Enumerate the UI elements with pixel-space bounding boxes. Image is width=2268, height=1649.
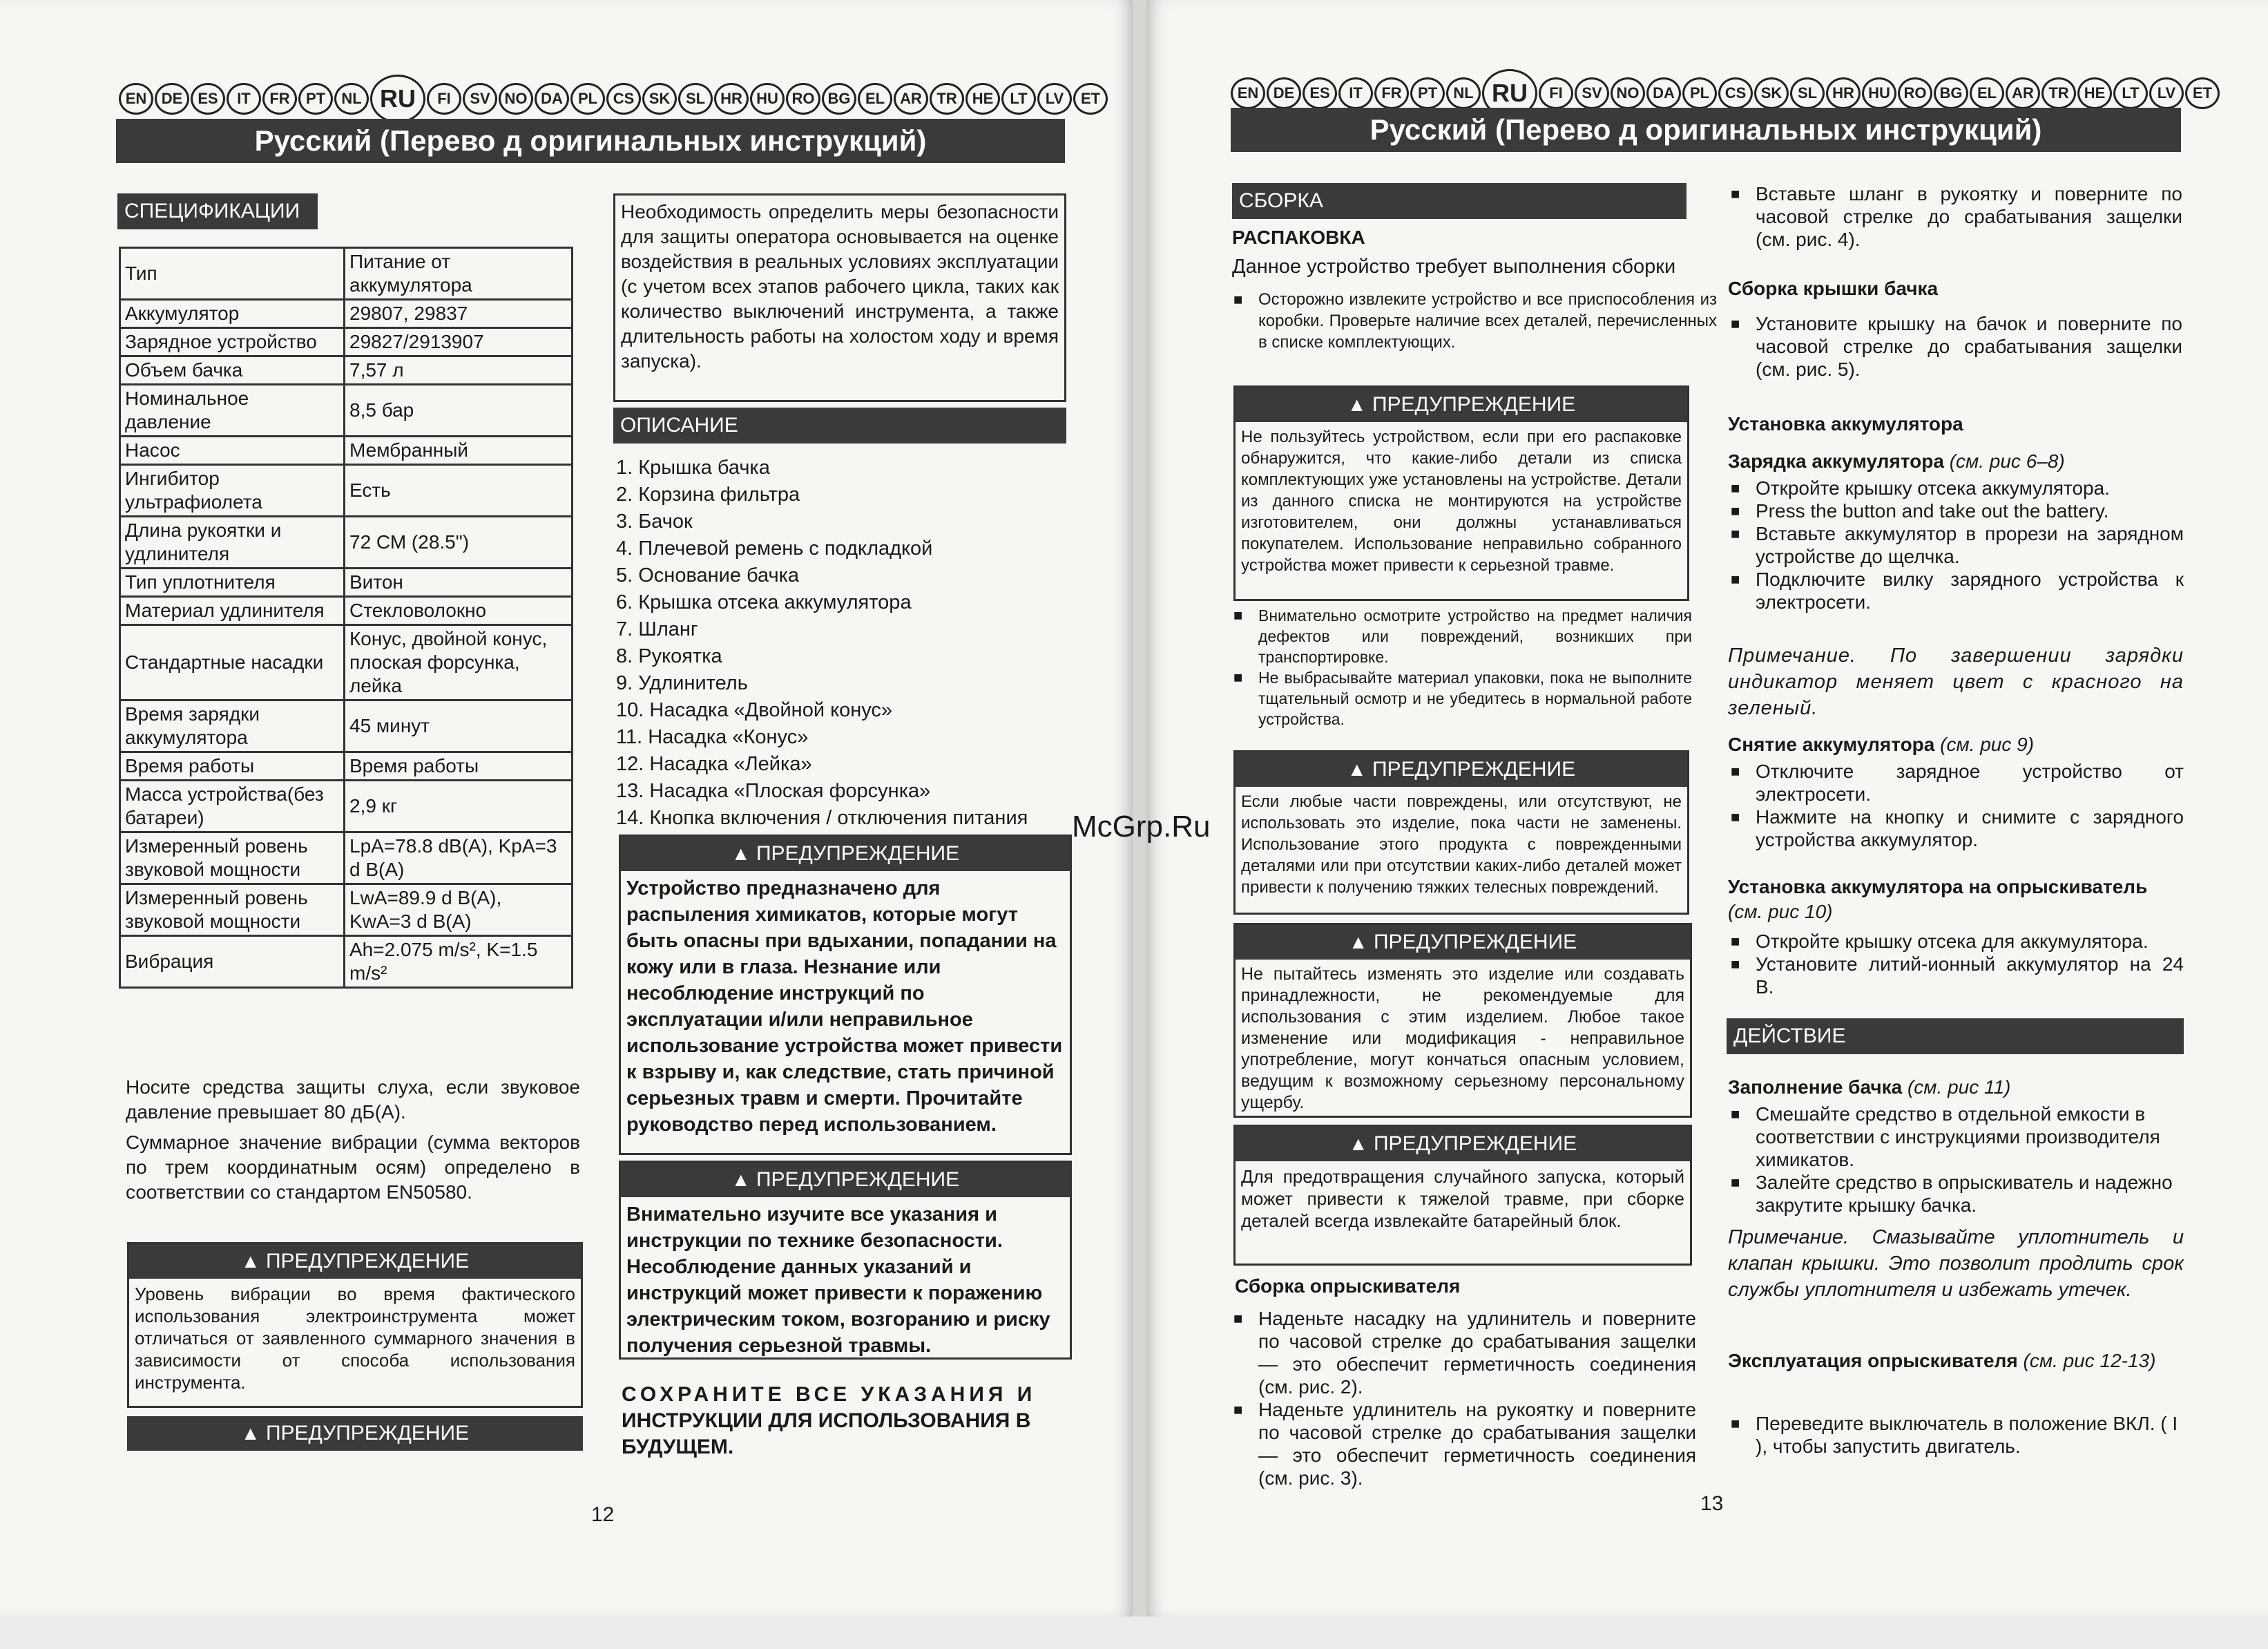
warning-triangle-icon: ▲ xyxy=(731,1169,751,1190)
list-item: ■ Наденьте насадку на удлинитель и поверните по часовой стрелке до срабатывания защелки — это обеспечит герметичность соединения (см. рис. 2). xyxy=(1229,1307,1696,1398)
watermark: McGrp.Ru xyxy=(1072,810,1211,843)
list-item: ■ Наденьте удлинитель на рукоятку и поверните по часовой стрелке до срабатывания защелки — это обеспечит герметичность соединения (см. рис. 3). xyxy=(1229,1398,1696,1489)
language-badge-da: DA xyxy=(535,83,569,115)
warning-triangle-icon: ▲ xyxy=(1348,931,1368,953)
warning-text: Не пользуйтесь устройством, если при его распаковке обнаружится, что какие-либо детали из списка комплектующих уже установлены на устройстве. Детали из данного списка не монтируются на устройстве изготовителем, они должны устанавливаться покупателем. Использование неправильно собранного устройства может привести к серьезной травме. xyxy=(1241,428,1682,575)
language-badge-ru: RU xyxy=(370,75,425,123)
spec-key: Измеренный ровень звуковой мощности xyxy=(120,832,345,884)
list-item: ■ Переведите выключатель в положение ВКЛ. ( I ), чтобы запустить двигатель. xyxy=(1727,1412,2184,1458)
warning-accidental-start xyxy=(1233,1125,1692,1266)
language-badge-sk: SK xyxy=(1754,77,1789,109)
mount-heading: Установка аккумулятора на опрыскиватель xyxy=(1728,876,2148,897)
language-badge-ar: AR xyxy=(894,83,928,115)
spec-value: 8,5 бар xyxy=(345,385,573,437)
list-item: ■ Вставьте аккумулятор в прорези на зарядном устройстве до щелчка. xyxy=(1727,522,2184,568)
warning-label: ПРЕДУПРЕЖДЕНИЕ xyxy=(265,1250,470,1273)
warning-damaged-parts xyxy=(1233,750,1689,915)
safety-box xyxy=(613,193,1066,402)
language-badge-da: DA xyxy=(1646,77,1681,109)
spec-value: 72 СМ (28.5") xyxy=(345,517,573,569)
removal-heading-line xyxy=(1728,732,2184,757)
description-item: 11. Насадка «Конус» xyxy=(616,726,809,748)
charging-heading-line xyxy=(1728,449,2184,474)
list-item: ■ Не выбрасывайте материал упаковки, пока не выполните тщательный осмотр и не убедитесь в нормальной работе устройства. xyxy=(1229,667,1692,730)
table-row xyxy=(120,700,573,752)
language-badge-lt: LT xyxy=(2113,77,2148,109)
language-badge-et: ET xyxy=(2185,77,2220,109)
warning-triangle-icon: ▲ xyxy=(240,1422,260,1444)
language-badge-hu: HU xyxy=(1862,77,1896,109)
vibration-note: Суммарное значение вибрации (сумма векторов по трем координатным осям) определено в соответствии со стандартом EN50580. xyxy=(126,1132,580,1203)
spec-key: Зарядное устройство xyxy=(120,328,345,356)
language-badge-hu: HU xyxy=(750,83,785,115)
warning-chemicals xyxy=(619,835,1072,1155)
spec-value: Время работы xyxy=(345,752,573,781)
warning-triangle-icon: ▲ xyxy=(1347,759,1367,780)
spec-key: Длина рукоятки и удлинителя xyxy=(120,517,345,569)
warning-triangle-icon: ▲ xyxy=(240,1250,260,1272)
table-row xyxy=(120,437,573,465)
operate-heading: Эксплуатация опрыскивателя xyxy=(1728,1350,2018,1371)
warning-label: ПРЕДУПРЕЖДЕНИЕ xyxy=(1373,1132,1577,1155)
warning-vibration xyxy=(127,1242,583,1408)
language-badge-tr: TR xyxy=(2041,77,2076,109)
fill-heading-line xyxy=(1728,1075,2184,1100)
spec-table xyxy=(119,247,573,989)
warning-triangle-icon: ▲ xyxy=(1347,394,1367,415)
description-item: 12. Насадка «Лейка» xyxy=(616,753,812,775)
spec-value: Ah=2.075 m/s², K=1.5 m/s² xyxy=(345,936,573,988)
spec-value: 29807, 29837 xyxy=(345,300,573,328)
description-item: 6. Крышка отсека аккумулятора xyxy=(616,591,912,613)
language-badge-en: EN xyxy=(119,83,153,115)
language-badge-hr: HR xyxy=(714,83,749,115)
language-badge-bg: BG xyxy=(822,83,856,115)
language-badge-ro: RO xyxy=(786,83,820,115)
warning-header xyxy=(1236,925,1690,960)
operate-ref: (см. рис 12-13) xyxy=(2023,1350,2156,1371)
spec-key: Время зарядки аккумулятора xyxy=(120,700,345,752)
description-heading: ОПИСАНИЕ xyxy=(613,408,1066,444)
language-badge-ro: RO xyxy=(1898,77,1932,109)
warning-text: Не пытайтесь изменять это изделие или создавать принадлежности, не рекомендуемые для использования с этим изделием. Любое такое изменение или модификация - неправильное употребление, могут кончаться опасным условием, ведущим к возможному серьезному персональному ущербу. xyxy=(1241,964,1684,1112)
language-badge-no: NO xyxy=(499,83,533,115)
table-row xyxy=(120,385,573,437)
warning-label: ПРЕДУПРЕЖДЕНИЕ xyxy=(1372,758,1576,781)
description-item: 3. Бачок xyxy=(616,511,693,533)
list-item: ■ Смешайте средство в отдельной емкости в соответствии с инструкциями производителя химикатов. xyxy=(1727,1103,2184,1171)
language-badge-tr: TR xyxy=(930,83,964,115)
unpacking-intro: Данное устройство требует выполнения сборки xyxy=(1232,256,1676,278)
fill-list xyxy=(1727,1103,2184,1217)
assembly-heading: СБОРКА xyxy=(1232,183,1686,219)
spec-key: Объем бачка xyxy=(120,356,345,385)
language-badge-lv: LV xyxy=(1037,83,1072,115)
list-item: ■ Откройте крышку отсека аккумулятора. xyxy=(1727,477,2184,499)
fill-heading: Заполнение бачка xyxy=(1728,1076,1903,1098)
removal-list xyxy=(1727,760,2184,851)
description-item: 7. Шланг xyxy=(616,618,698,640)
language-badge-el: EL xyxy=(1970,77,2004,109)
table-row xyxy=(120,356,573,385)
warning-header xyxy=(129,1244,581,1279)
hose-list xyxy=(1727,182,2182,251)
language-badge-nl: NL xyxy=(334,83,369,115)
table-row xyxy=(120,465,573,517)
table-row xyxy=(120,884,573,936)
language-badge-es: ES xyxy=(191,83,225,115)
table-row xyxy=(120,248,573,300)
spec-value: 29827/2913907 xyxy=(345,328,573,356)
table-row xyxy=(120,328,573,356)
warning-text: Внимательно изучите все указания и инструкции по технике безопасности. Несоблюдение данных указаний и инструкций может привести к поражению электрическим током, возгоранию и риску получения серьезной травмы. xyxy=(626,1203,1050,1357)
description-item: 14. Кнопка включения / отключения питания xyxy=(616,807,1028,829)
list-item: ■ Подключите вилку зарядного устройства к электросети. xyxy=(1727,568,2184,613)
table-row xyxy=(120,300,573,328)
table-row xyxy=(120,752,573,781)
warning-text: Если любые части повреждены, или отсутствуют, не использовать это изделие, пока части не заменены. Использование этого продукта с поврежденными деталями или при отсутствии каких-либо деталей может привести к получению тяжких телесных повреждений. xyxy=(1241,792,1682,897)
mount-list xyxy=(1727,930,2184,998)
save-instructions-line1: СОХРАНИТЕ ВСЕ УКАЗАНИЯ И xyxy=(622,1383,1037,1406)
language-badge-sv: SV xyxy=(463,83,497,115)
list-item: ■ Установите литий-ионный аккумулятор на 24 В. xyxy=(1727,953,2184,998)
language-badge-sl: SL xyxy=(678,83,713,115)
spec-key: Аккумулятор xyxy=(120,300,345,328)
lid-heading: Сборка крышки бачка xyxy=(1728,278,1939,299)
language-badge-hr: HR xyxy=(1826,77,1861,109)
spec-key: Стандартные насадки xyxy=(120,625,345,700)
language-badge-nl: NL xyxy=(1446,77,1481,109)
language-badge-en: EN xyxy=(1231,77,1265,109)
spec-value: Витон xyxy=(345,569,573,597)
language-badge-bg: BG xyxy=(1934,77,1968,109)
language-badge-ru: RU xyxy=(1482,69,1537,117)
operate-heading-line xyxy=(1728,1348,2184,1373)
spec-value: 2,9 кг xyxy=(345,781,573,832)
warning-preinstalled-parts xyxy=(1233,385,1689,601)
warning-label: ПРЕДУПРЕЖДЕНИЕ xyxy=(1373,931,1577,953)
description-item: 5. Основание бачка xyxy=(616,564,800,587)
charging-note: Примечание. По завершении зарядки индикатор меняет цвет с красного на зеленый. xyxy=(1728,645,2184,719)
language-badge-sv: SV xyxy=(1575,77,1609,109)
language-badge-he: HE xyxy=(965,83,1000,115)
spec-heading: СПЕЦИФИКАЦИИ xyxy=(117,193,318,229)
mount-heading-line xyxy=(1728,875,2184,924)
spec-key: Ингибитор ультрафиолета xyxy=(120,465,345,517)
list-item: ■ Вставьте шланг в рукоятку и поверните по часовой стрелке до срабатывания защелки (см. рис. 4). xyxy=(1727,182,2182,251)
list-item: ■ Внимательно осмотрите устройство на предмет наличия дефектов или повреждений, возникших при транспортировке. xyxy=(1229,605,1692,667)
description-item: 13. Насадка «Плоская форсунка» xyxy=(616,780,931,802)
language-badge-no: NO xyxy=(1611,77,1645,109)
description-item: 9. Удлинитель xyxy=(616,672,748,694)
table-row xyxy=(120,781,573,832)
list-item: ■ Нажмите на кнопку и снимите с зарядного устройства аккумулятор. xyxy=(1727,806,2184,851)
charging-ref: (см. рис 6–8) xyxy=(1949,450,2065,472)
spec-value: Мембранный xyxy=(345,437,573,465)
spec-value: Стекловолокно xyxy=(345,597,573,625)
spec-value: LwA=89.9 d B(A), KwA=3 d B(A) xyxy=(345,884,573,936)
removal-ref: (см. рис 9) xyxy=(1940,734,2035,755)
spec-value: 45 минут xyxy=(345,700,573,752)
page-number-left: 12 xyxy=(591,1503,615,1526)
spec-value: Конус, двойной конус, плоская форсунка, лейка xyxy=(345,625,573,700)
list-item: ■ Press the button and take out the battery. xyxy=(1727,499,2184,522)
language-badge-fi: FI xyxy=(1539,77,1573,109)
description-list xyxy=(616,455,1099,832)
warning-triangle-icon: ▲ xyxy=(1348,1133,1368,1154)
spec-key: Масса устройства(без батареи) xyxy=(120,781,345,832)
page-gutter xyxy=(1133,0,1146,1617)
description-item: 2. Корзина фильтра xyxy=(616,484,800,506)
description-item: 1. Крышка бачка xyxy=(616,457,770,479)
warning-header xyxy=(1236,1127,1690,1161)
warning-text: Уровень вибрации во время фактического использования электроинструмента может отличаться от заявленного суммарного значения в зависимости от способа использования инструмента. xyxy=(135,1284,575,1393)
language-badge-de: DE xyxy=(1267,77,1301,109)
spec-value: Питание от аккумулятора xyxy=(345,248,573,300)
language-badge-he: HE xyxy=(2077,77,2112,109)
list-item: ■ Откройте крышку отсека для аккумулятора. xyxy=(1727,930,2184,953)
table-row xyxy=(120,936,573,988)
fill-note: Примечание. Смазывайте уплотнитель и клапан крышки. Это позволит продлить срок службы уплотнителя и избежать утечек. xyxy=(1728,1226,2184,1301)
language-badge-sl: SL xyxy=(1790,77,1825,109)
charging-list xyxy=(1727,477,2184,613)
warning-header-cutoff xyxy=(127,1416,583,1451)
inspect-list xyxy=(1229,605,1692,730)
warning-header xyxy=(1236,388,1687,422)
page-title-left: Русский (Перево д оригинальных инструкций) xyxy=(116,119,1065,163)
list-item: ■ Установите крышку на бачок и поверните по часовой стрелке до срабатывания защелки (см. рис. 5). xyxy=(1727,312,2182,381)
language-badge-cs: CS xyxy=(1718,77,1753,109)
save-instructions-line2: ИНСТРУКЦИИ ДЛЯ ИСПОЛЬЗОВАНИЯ В БУДУЩЕМ. xyxy=(622,1409,1031,1458)
table-row xyxy=(120,597,573,625)
description-item: 8. Рукоятка xyxy=(616,645,722,667)
description-item: 4. Плечевой ремень с подкладкой xyxy=(616,537,933,560)
spec-key: Номинальное давление xyxy=(120,385,345,437)
safety-text: Необходимость определить меры безопасности для защиты оператора основывается на оценке воздействия в реальных условиях эксплуатации (с учетом всех этапов рабочего цикла, таких как количество выключений инструмента, а также длительность работы на холостом ходу и время запуска). xyxy=(621,201,1059,372)
language-badge-et: ET xyxy=(1073,83,1108,115)
table-row xyxy=(120,625,573,700)
battery-install-heading: Установка аккумулятора xyxy=(1728,413,1963,435)
warning-text: Для предотвращения случайного запуска, который может привести к тяжелой травме, при сборке деталей всегда извлекайте батарейный блок. xyxy=(1241,1166,1684,1231)
language-badge-lt: LT xyxy=(1001,83,1036,115)
warning-text: Устройство предназначено для распыления химикатов, которые могут быть опасны при вдыхании, попадании на кожу или в глаза. Незнание или несоблюдение инструкций по эксплуатации и/или неправильное использование устройства может привести к взрыву и, как следствие, стать причиной серьезных травм и смерти. Прочитайте руководство перед использованием. xyxy=(626,877,1063,1136)
language-badge-pt: PT xyxy=(1410,77,1445,109)
warning-label: ПРЕДУПРЕЖДЕНИЕ xyxy=(756,842,960,865)
spec-key: Материал удлинителя xyxy=(120,597,345,625)
page-title-right: Русский (Перево д оригинальных инструкций) xyxy=(1231,108,2181,152)
language-badge-de: DE xyxy=(155,83,189,115)
operate-list xyxy=(1727,1412,2184,1458)
lid-list xyxy=(1727,312,2182,381)
language-badge-ar: AR xyxy=(2006,77,2040,109)
fill-ref: (см. рис 11) xyxy=(1907,1076,2011,1098)
table-row xyxy=(120,569,573,597)
language-badge-fr: FR xyxy=(1374,77,1409,109)
spec-key: Насос xyxy=(120,437,345,465)
spec-key: Тип xyxy=(120,248,345,300)
page-number-right: 13 xyxy=(1700,1492,1724,1515)
spec-value: 7,57 л xyxy=(345,356,573,385)
language-badge-fi: FI xyxy=(427,83,461,115)
language-badge-pl: PL xyxy=(1682,77,1717,109)
warning-label: ПРЕДУПРЕЖДЕНИЕ xyxy=(1372,393,1576,416)
language-badge-it: IT xyxy=(227,83,261,115)
sprayer-list xyxy=(1229,1307,1696,1489)
removal-heading: Снятие аккумулятора xyxy=(1728,734,1935,755)
warning-label: ПРЕДУПРЕЖДЕНИЕ xyxy=(265,1422,470,1445)
description-item: 10. Насадка «Двойной конус» xyxy=(616,699,893,721)
warning-header xyxy=(1236,752,1687,787)
spec-key: Тип уплотнителя xyxy=(120,569,345,597)
list-item: ■ Отключите зарядное устройство от электросети. xyxy=(1727,760,2184,806)
language-bar-left xyxy=(119,75,1108,123)
action-heading: ДЕЙСТВИЕ xyxy=(1727,1018,2184,1054)
mount-ref: (см. рис 10) xyxy=(1728,901,1833,922)
spec-value: LpA=78.8 dB(A), KpA=3 d B(A) xyxy=(345,832,573,884)
warning-header xyxy=(621,1163,1070,1197)
spec-value: Есть xyxy=(345,465,573,517)
language-badge-es: ES xyxy=(1303,77,1337,109)
language-badge-lv: LV xyxy=(2149,77,2184,109)
unpacking-heading: РАСПАКОВКА xyxy=(1232,227,1365,248)
warning-header xyxy=(621,837,1070,871)
language-badge-it: IT xyxy=(1338,77,1373,109)
charging-heading: Зарядка аккумулятора xyxy=(1728,450,1944,472)
spec-key: Измеренный ровень звуковой мощности xyxy=(120,884,345,936)
language-badge-pt: PT xyxy=(298,83,333,115)
language-badge-sk: SK xyxy=(642,83,677,115)
warning-label: ПРЕДУПРЕЖДЕНИЕ xyxy=(756,1168,960,1191)
warning-instructions xyxy=(619,1161,1072,1360)
unpacking-list xyxy=(1229,289,1717,353)
spec-key: Вибрация xyxy=(120,936,345,988)
sprayer-assembly-heading: Сборка опрыскивателя xyxy=(1235,1275,1461,1297)
list-item: ■ Залейте средство в опрыскиватель и надежно закрутите крышку бачка. xyxy=(1727,1171,2184,1217)
spec-key: Время работы xyxy=(120,752,345,781)
table-row xyxy=(120,517,573,569)
hearing-note: Носите средства защиты слуха, если звуковое давление превышает 80 дБ(А). xyxy=(126,1076,580,1123)
language-badge-pl: PL xyxy=(570,83,605,115)
language-badge-cs: CS xyxy=(606,83,641,115)
table-row xyxy=(120,832,573,884)
language-badge-fr: FR xyxy=(262,83,297,115)
warning-triangle-icon: ▲ xyxy=(731,843,751,864)
warning-modification xyxy=(1233,923,1692,1118)
language-badge-el: EL xyxy=(858,83,892,115)
list-item: ■ Осторожно извлеките устройство и все приспособления из коробки. Проверьте наличие всех деталей, перечисленных в списке комплектующих. xyxy=(1229,289,1717,353)
